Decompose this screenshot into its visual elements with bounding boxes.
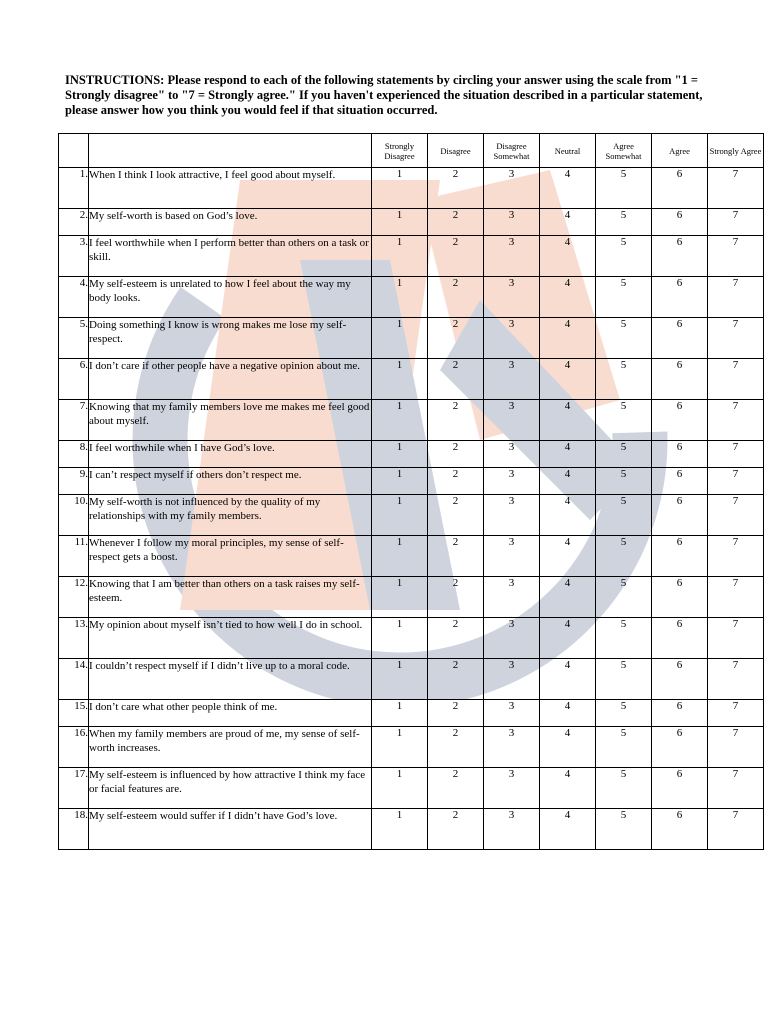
rating-option-3[interactable]: 3 (484, 577, 540, 618)
item-statement: When I think I look attractive, I feel good about myself. (89, 168, 372, 209)
rating-option-7[interactable]: 7 (708, 809, 764, 850)
table-row (59, 441, 764, 468)
rating-option-6[interactable]: 6 (652, 209, 708, 236)
rating-option-6[interactable]: 6 (652, 495, 708, 536)
rating-option-5[interactable]: 5 (596, 659, 652, 700)
rating-option-3[interactable]: 3 (484, 468, 540, 495)
rating-option-6[interactable]: 6 (652, 659, 708, 700)
table-row (59, 277, 764, 318)
rating-option-2[interactable]: 2 (428, 468, 484, 495)
rating-option-3[interactable]: 3 (484, 659, 540, 700)
table-row (59, 659, 764, 700)
rating-option-4[interactable]: 4 (540, 618, 596, 659)
table-row (59, 209, 764, 236)
rating-option-7[interactable]: 7 (708, 400, 764, 441)
rating-option-7[interactable]: 7 (708, 359, 764, 400)
rating-option-2[interactable]: 2 (428, 441, 484, 468)
rating-option-4[interactable]: 4 (540, 168, 596, 209)
item-number: 9. (59, 468, 89, 495)
rating-option-4[interactable]: 4 (540, 359, 596, 400)
rating-option-5[interactable]: 5 (596, 618, 652, 659)
item-number: 12. (59, 577, 89, 618)
rating-option-1[interactable]: 1 (372, 809, 428, 850)
rating-option-3[interactable]: 3 (484, 168, 540, 209)
rating-option-7[interactable]: 7 (708, 168, 764, 209)
rating-option-7[interactable]: 7 (708, 618, 764, 659)
rating-option-2[interactable]: 2 (428, 277, 484, 318)
rating-option-4[interactable]: 4 (540, 318, 596, 359)
rating-option-3[interactable]: 3 (484, 618, 540, 659)
rating-option-4[interactable]: 4 (540, 495, 596, 536)
item-number: 3. (59, 236, 89, 277)
rating-option-1[interactable]: 1 (372, 277, 428, 318)
rating-option-1[interactable]: 1 (372, 209, 428, 236)
rating-option-3[interactable]: 3 (484, 359, 540, 400)
table-row (59, 727, 764, 768)
rating-option-6[interactable]: 6 (652, 441, 708, 468)
rating-option-4[interactable]: 4 (540, 809, 596, 850)
item-statement: My self-worth is not influenced by the quality of my relationships with my family members. (89, 495, 372, 536)
table-row (59, 168, 764, 209)
item-number: 13. (59, 618, 89, 659)
rating-option-5[interactable]: 5 (596, 168, 652, 209)
table-row (59, 359, 764, 400)
rating-option-2[interactable]: 2 (428, 236, 484, 277)
rating-option-2[interactable]: 2 (428, 495, 484, 536)
rating-option-5[interactable]: 5 (596, 809, 652, 850)
rating-option-7[interactable]: 7 (708, 659, 764, 700)
rating-option-2[interactable]: 2 (428, 209, 484, 236)
header-number-cell (59, 134, 89, 168)
header-disagree-somewhat: Disagree Somewhat (484, 134, 540, 168)
header-neutral: Neutral (540, 134, 596, 168)
rating-option-1[interactable]: 1 (372, 468, 428, 495)
table-header-row (59, 134, 764, 168)
rating-option-7[interactable]: 7 (708, 441, 764, 468)
rating-option-2[interactable]: 2 (428, 727, 484, 768)
rating-option-5[interactable]: 5 (596, 441, 652, 468)
item-statement: My self-esteem is influenced by how attractive I think my face or facial features are. (89, 768, 372, 809)
table-row (59, 495, 764, 536)
rating-option-4[interactable]: 4 (540, 727, 596, 768)
table-row (59, 809, 764, 850)
rating-option-5[interactable]: 5 (596, 536, 652, 577)
table-row (59, 700, 764, 727)
rating-option-3[interactable]: 3 (484, 236, 540, 277)
item-number: 1. (59, 168, 89, 209)
header-strongly-agree: Strongly Agree (708, 134, 764, 168)
item-number: 17. (59, 768, 89, 809)
table-row (59, 468, 764, 495)
rating-option-7[interactable]: 7 (708, 700, 764, 727)
header-disagree: Disagree (428, 134, 484, 168)
table-row (59, 768, 764, 809)
rating-option-6[interactable]: 6 (652, 359, 708, 400)
rating-option-2[interactable]: 2 (428, 400, 484, 441)
item-number: 6. (59, 359, 89, 400)
rating-option-2[interactable]: 2 (428, 577, 484, 618)
table-row (59, 400, 764, 441)
rating-option-4[interactable]: 4 (540, 577, 596, 618)
rating-option-5[interactable]: 5 (596, 318, 652, 359)
rating-option-2[interactable]: 2 (428, 318, 484, 359)
table-row (59, 536, 764, 577)
item-number: 18. (59, 809, 89, 850)
table-row (59, 318, 764, 359)
rating-option-5[interactable]: 5 (596, 209, 652, 236)
rating-option-5[interactable]: 5 (596, 359, 652, 400)
item-number: 2. (59, 209, 89, 236)
rating-option-3[interactable]: 3 (484, 209, 540, 236)
rating-option-6[interactable]: 6 (652, 727, 708, 768)
header-statement-cell (89, 134, 372, 168)
rating-option-1[interactable]: 1 (372, 768, 428, 809)
rating-option-7[interactable]: 7 (708, 768, 764, 809)
rating-option-1[interactable]: 1 (372, 359, 428, 400)
rating-option-6[interactable]: 6 (652, 468, 708, 495)
rating-option-5[interactable]: 5 (596, 277, 652, 318)
rating-option-7[interactable]: 7 (708, 536, 764, 577)
item-statement: Doing something I know is wrong makes me lose my self-respect. (89, 318, 372, 359)
rating-option-7[interactable]: 7 (708, 209, 764, 236)
rating-option-1[interactable]: 1 (372, 495, 428, 536)
rating-option-6[interactable]: 6 (652, 700, 708, 727)
item-statement: I can’t respect myself if others don’t respect me. (89, 468, 372, 495)
rating-option-4[interactable]: 4 (540, 659, 596, 700)
rating-option-2[interactable]: 2 (428, 536, 484, 577)
item-statement: My self-esteem is unrelated to how I feel about the way my body looks. (89, 277, 372, 318)
rating-option-3[interactable]: 3 (484, 727, 540, 768)
item-number: 4. (59, 277, 89, 318)
rating-option-5[interactable]: 5 (596, 727, 652, 768)
rating-option-4[interactable]: 4 (540, 277, 596, 318)
item-number: 16. (59, 727, 89, 768)
rating-option-6[interactable]: 6 (652, 536, 708, 577)
item-statement: My self-esteem would suffer if I didn’t have God’s love. (89, 809, 372, 850)
rating-option-3[interactable]: 3 (484, 441, 540, 468)
table-row (59, 618, 764, 659)
rating-option-4[interactable]: 4 (540, 768, 596, 809)
rating-option-5[interactable]: 5 (596, 577, 652, 618)
rating-option-5[interactable]: 5 (596, 236, 652, 277)
item-statement: Knowing that my family members love me makes me feel good about myself. (89, 400, 372, 441)
item-number: 14. (59, 659, 89, 700)
rating-option-1[interactable]: 1 (372, 168, 428, 209)
rating-option-3[interactable]: 3 (484, 318, 540, 359)
rating-option-6[interactable]: 6 (652, 318, 708, 359)
rating-option-6[interactable]: 6 (652, 809, 708, 850)
rating-option-4[interactable]: 4 (540, 236, 596, 277)
rating-option-3[interactable]: 3 (484, 809, 540, 850)
item-statement: Knowing that I am better than others on a task raises my self-esteem. (89, 577, 372, 618)
rating-option-1[interactable]: 1 (372, 441, 428, 468)
rating-option-6[interactable]: 6 (652, 768, 708, 809)
rating-option-3[interactable]: 3 (484, 495, 540, 536)
rating-option-7[interactable]: 7 (708, 727, 764, 768)
rating-option-1[interactable]: 1 (372, 577, 428, 618)
item-number: 7. (59, 400, 89, 441)
rating-option-6[interactable]: 6 (652, 618, 708, 659)
rating-option-6[interactable]: 6 (652, 277, 708, 318)
header-agree: Agree (652, 134, 708, 168)
rating-option-1[interactable]: 1 (372, 318, 428, 359)
rating-option-4[interactable]: 4 (540, 209, 596, 236)
rating-option-2[interactable]: 2 (428, 700, 484, 727)
rating-option-7[interactable]: 7 (708, 468, 764, 495)
instructions-text: INSTRUCTIONS: Please respond to each of the following statements by circling your answer using the scale from "1 = Strongly disagree" to "7 = Strongly agree." If you haven't experienced the situation described in a particular statement, please answer how you think you would feel if that situation occurred. (65, 73, 703, 117)
rating-option-5[interactable]: 5 (596, 400, 652, 441)
rating-option-2[interactable]: 2 (428, 618, 484, 659)
item-statement: When my family members are proud of me, my sense of self-worth increases. (89, 727, 372, 768)
rating-option-3[interactable]: 3 (484, 536, 540, 577)
rating-option-1[interactable]: 1 (372, 236, 428, 277)
rating-option-5[interactable]: 5 (596, 468, 652, 495)
rating-option-4[interactable]: 4 (540, 400, 596, 441)
rating-option-5[interactable]: 5 (596, 495, 652, 536)
header-strongly-disagree: Strongly Disagree (372, 134, 428, 168)
header-agree-somewhat: Agree Somewhat (596, 134, 652, 168)
item-number: 5. (59, 318, 89, 359)
table-row (59, 236, 764, 277)
rating-option-3[interactable]: 3 (484, 400, 540, 441)
rating-option-4[interactable]: 4 (540, 468, 596, 495)
rating-option-5[interactable]: 5 (596, 700, 652, 727)
item-statement: I don’t care what other people think of me. (89, 700, 372, 727)
rating-option-3[interactable]: 3 (484, 700, 540, 727)
table-row (59, 577, 764, 618)
rating-option-5[interactable]: 5 (596, 768, 652, 809)
rating-option-2[interactable]: 2 (428, 168, 484, 209)
table-body (59, 168, 764, 850)
item-statement: I feel worthwhile when I perform better than others on a task or skill. (89, 236, 372, 277)
rating-option-7[interactable]: 7 (708, 277, 764, 318)
rating-option-4[interactable]: 4 (540, 441, 596, 468)
rating-scale-table (58, 133, 764, 850)
rating-option-4[interactable]: 4 (540, 700, 596, 727)
rating-option-1[interactable]: 1 (372, 536, 428, 577)
rating-option-3[interactable]: 3 (484, 277, 540, 318)
rating-option-2[interactable]: 2 (428, 768, 484, 809)
rating-option-2[interactable]: 2 (428, 359, 484, 400)
item-number: 15. (59, 700, 89, 727)
item-statement: My opinion about myself isn’t tied to how well I do in school. (89, 618, 372, 659)
rating-option-6[interactable]: 6 (652, 236, 708, 277)
rating-option-1[interactable]: 1 (372, 400, 428, 441)
rating-option-1[interactable]: 1 (372, 727, 428, 768)
rating-option-1[interactable]: 1 (372, 618, 428, 659)
item-statement: I couldn’t respect myself if I didn’t live up to a moral code. (89, 659, 372, 700)
rating-option-6[interactable]: 6 (652, 577, 708, 618)
rating-option-6[interactable]: 6 (652, 168, 708, 209)
rating-option-2[interactable]: 2 (428, 659, 484, 700)
item-statement: I feel worthwhile when I have God’s love. (89, 441, 372, 468)
rating-option-1[interactable]: 1 (372, 700, 428, 727)
rating-option-2[interactable]: 2 (428, 809, 484, 850)
rating-option-3[interactable]: 3 (484, 768, 540, 809)
rating-option-4[interactable]: 4 (540, 536, 596, 577)
item-number: 11. (59, 536, 89, 577)
rating-option-7[interactable]: 7 (708, 318, 764, 359)
rating-option-7[interactable]: 7 (708, 236, 764, 277)
rating-option-7[interactable]: 7 (708, 577, 764, 618)
item-statement: I don’t care if other people have a negative opinion about me. (89, 359, 372, 400)
item-statement: My self-worth is based on God’s love. (89, 209, 372, 236)
rating-option-1[interactable]: 1 (372, 659, 428, 700)
item-number: 8. (59, 441, 89, 468)
rating-option-7[interactable]: 7 (708, 495, 764, 536)
item-statement: Whenever I follow my moral principles, my sense of self-respect gets a boost. (89, 536, 372, 577)
rating-option-6[interactable]: 6 (652, 400, 708, 441)
item-number: 10. (59, 495, 89, 536)
